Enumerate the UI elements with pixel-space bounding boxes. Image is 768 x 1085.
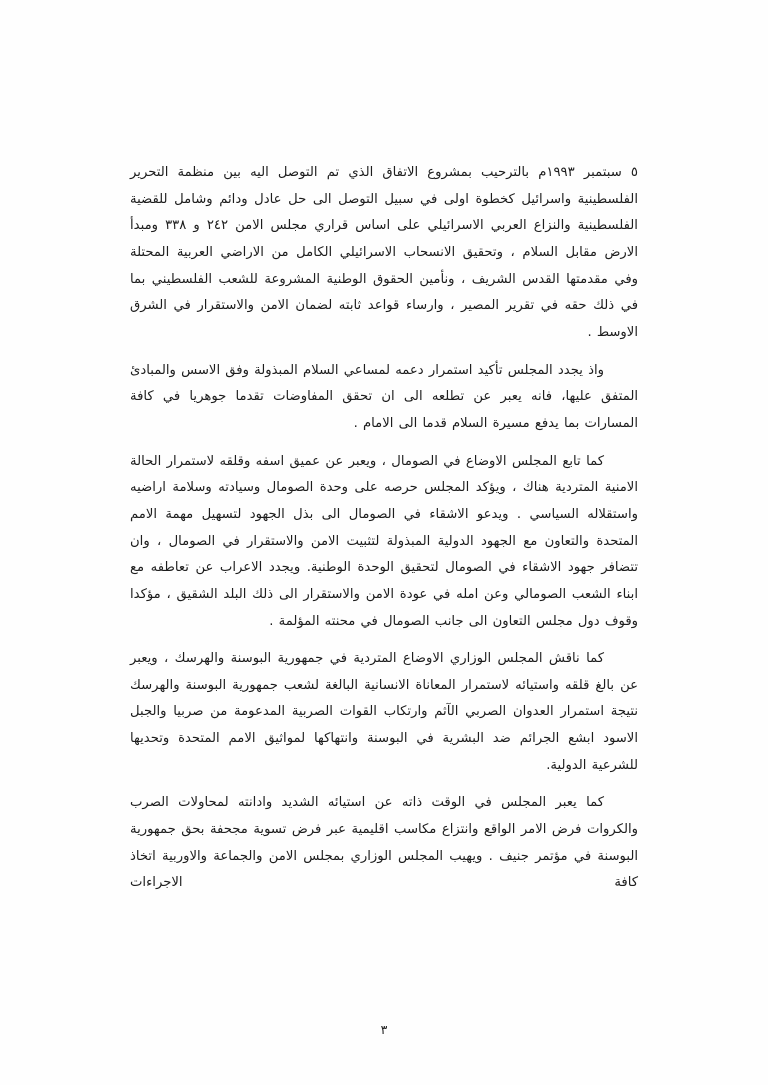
document-body [130, 160, 638, 908]
paragraph-4-text: كما ناقش المجلس الوزاري الاوضاع المتردية في جمهورية البوسنة والهرسك ، ويعبر عن بالغ قلقه واستيائه لاستمرار المعاناة الانسانية البالغة لشعب جمهورية البوسنة والهرسك نتيجة استمرار العدوان الصربي الآثم وارتكاب القوات الصربية المدعومة من صربيا والجبل الاسود ابشع الجرائم ضد البشرية في البوسنة وانتهاكها لمواثيق الامم المتحدة وتحديها للشرعية الدولية. [130, 651, 638, 773]
paragraph-3 [130, 449, 638, 636]
paragraph-4 [130, 646, 638, 779]
page-number: ٣ [380, 1022, 388, 1037]
paragraph-2 [130, 358, 638, 438]
paragraph-3-text: كما تابع المجلس الاوضاع في الصومال ، ويعبر عن عميق اسفه وقلقه لاستمرار الحالة الامنية المتردية هناك ، ويؤكد المجلس حرصه على وحدة الصومال وسيادته وسلامة اراضيه واستقلاله السياسي . ويدعو الاشقاء في الصومال الى بذل الجهود لتسهيل مهمة الامم المتحدة والتعاون مع الجهود الدولية المبذولة لتثبيت الامن والاستقرار في الصومال ، وان تتضافر جهود الاشقاء في الصومال لتحقيق الوحدة الوطنية. ويجدد الاعراب عن تعاطفه مع ابناء الشعب الصومالي وعن امله في عودة الامن والاستقرار الى ذلك البلد الشقيق ، مؤكدا وقوف دول مجلس التعاون الى جانب الصومال في محنته المؤلمة . [130, 453, 638, 629]
paragraph-1 [130, 160, 638, 347]
paragraph-5-text: كما يعبر المجلس في الوقت ذاته عن استيائه الشديد وادانته لمحاولات الصرب والكروات فرض الامر الواقع وانتزاع مكاسب اقليمية عبر فرض تسوية مجحفة بحق جمهورية البوسنة في مؤتمر جنيف . ويهيب المجلس الوزاري بمجلس الامن والجماعة والاوربية اتخاذ كافة الاجراءات [130, 795, 638, 891]
paragraph-2-text: واذ يجدد المجلس تأكيد استمرار دعمه لمساعي السلام المبذولة وفق الاسس والمبادئ المتفق عليها، فانه يعبر عن تطلعه الى ان تحقق المفاوضات تقدما جوهريا في كافة المسارات بما يدفع مسيرة السلام قدما الى الامام . [130, 362, 638, 431]
paragraph-5 [130, 790, 638, 897]
paragraph-1-text: ٥ سبتمبر ١٩٩٣م بالترحيب بمشروع الاتفاق الذي تم التوصل اليه بين منظمة التحرير الفلسطينية واسرائيل كخطوة اولى في سبيل التوصل الى حل عادل ودائم وشامل للقضية الفلسطينية والنزاع العربي الاسرائيلي على اساس قراري مجلس الامن ٢٤٢ و ٣٣٨ ومبدأ الارض مقابل السلام ، وتحقيق الانسحاب الاسرائيلي الكامل من الاراضي العربية المحتلة وفي مقدمتها القدس الشريف ، ونأمين الحقوق الوطنية المشروعة للشعب الفلسطيني بما في ذلك حقه في تقرير المصير ، وارساء قواعد ثابته لضمان الامن والاستقرار في الشرق الاوسط . [130, 165, 638, 340]
